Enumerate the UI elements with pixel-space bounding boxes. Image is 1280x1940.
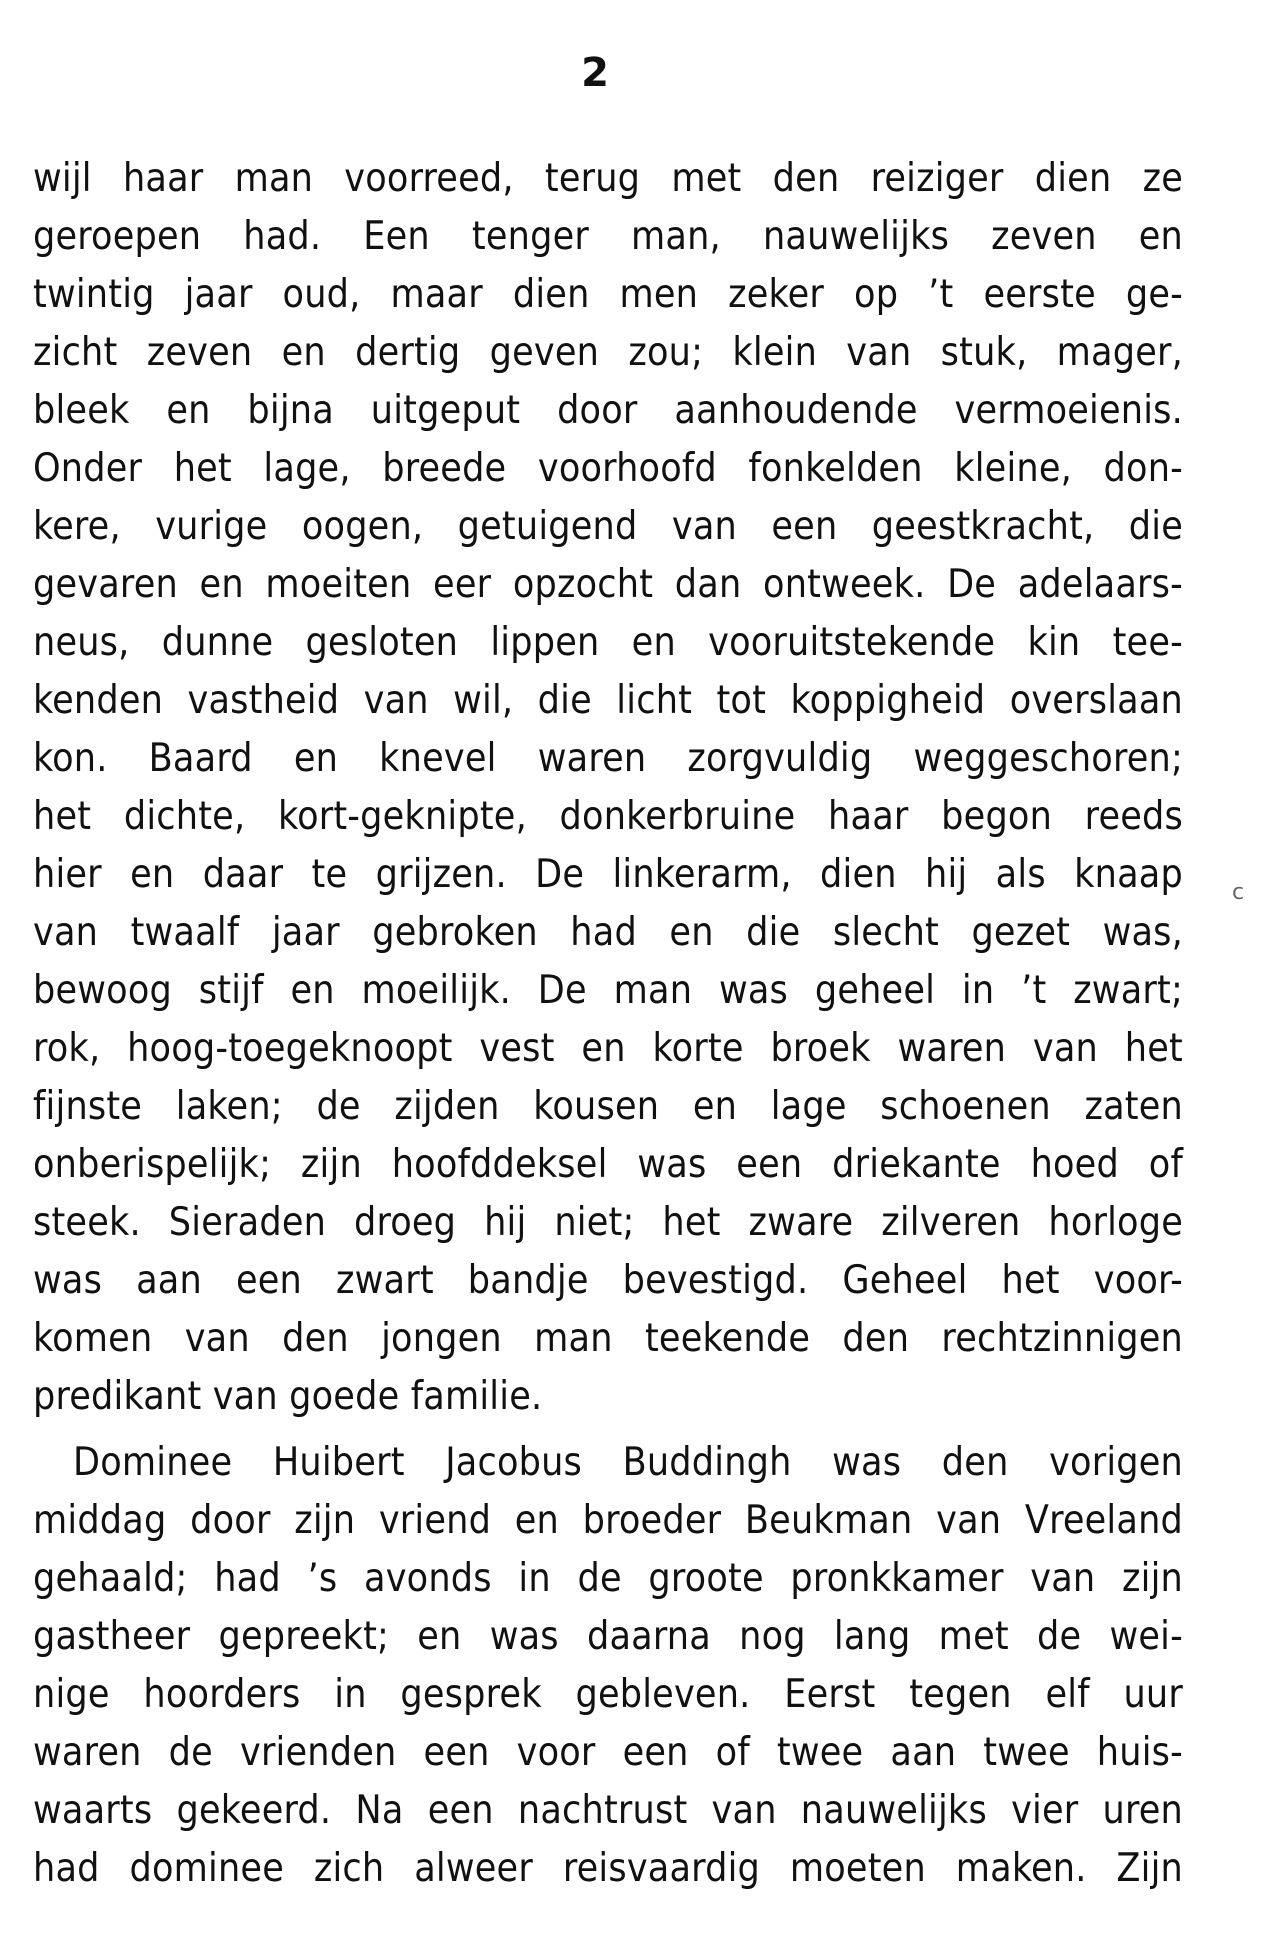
text-line: rok, hoog-toegeknoopt vest en korte broek waren van het bbox=[33, 1026, 1183, 1071]
text-line: twintig jaar oud, maar dien men zeker op ’t eerste ge- bbox=[33, 272, 1183, 317]
text-line: wijl haar man voorreed, terug met den reiziger dien ze bbox=[33, 156, 1183, 201]
text-line: steek. Sieraden droeg hij niet; het zware zilveren horloge bbox=[33, 1200, 1183, 1245]
text-line: predikant van goede familie. bbox=[33, 1374, 543, 1419]
text-line: middag door zijn vriend en broeder Beukman van Vreeland bbox=[33, 1498, 1183, 1543]
margin-mark: c bbox=[1232, 880, 1245, 905]
text-line: zicht zeven en dertig geven zou; klein van stuk, mager, bbox=[33, 330, 1183, 375]
text-line: gastheer gepreekt; en was daarna nog lang met de wei- bbox=[33, 1614, 1183, 1659]
text-line: gevaren en moeiten eer opzocht dan ontweek. De adelaars- bbox=[33, 562, 1183, 607]
paragraph-break bbox=[33, 1426, 1183, 1434]
text-line: komen van den jongen man teekende den rechtzinnigen bbox=[33, 1316, 1183, 1361]
text-line: van twaalf jaar gebroken had en die slecht gezet was, bbox=[33, 910, 1183, 955]
text-line: kon. Baard en knevel waren zorgvuldig weggeschoren; bbox=[33, 736, 1183, 781]
text-line: kenden vastheid van wil, die licht tot koppigheid overslaan bbox=[33, 678, 1183, 723]
page-number: 2 bbox=[581, 50, 609, 96]
text-line: was aan een zwart bandje bevestigd. Geheel het voor- bbox=[33, 1258, 1183, 1303]
text-line: Dominee Huibert Jacobus Buddingh was den vorigen bbox=[73, 1440, 1183, 1485]
text-line: bleek en bijna uitgeput door aanhoudende vermoeienis. bbox=[33, 388, 1183, 433]
text-line: het dichte, kort-geknipte, donkerbruine haar begon reeds bbox=[33, 794, 1183, 839]
paragraph-2 bbox=[33, 1434, 1183, 1898]
text-line: gehaald; had ’s avonds in de groote pronkkamer van zijn bbox=[33, 1556, 1183, 1601]
text-line: kere, vurige oogen, getuigend van een geestkracht, die bbox=[33, 504, 1183, 549]
paragraph-1 bbox=[33, 150, 1183, 1426]
text-line: neus, dunne gesloten lippen en vooruitstekende kin tee- bbox=[33, 620, 1183, 665]
text-line: bewoog stijf en moeilijk. De man was geheel in ’t zwart; bbox=[33, 968, 1183, 1013]
text-line: geroepen had. Een tenger man, nauwelijks zeven en bbox=[33, 214, 1183, 259]
text-line: had dominee zich alweer reisvaardig moeten maken. Zijn bbox=[33, 1846, 1183, 1891]
text-line: waren de vrienden een voor een of twee aan twee huis- bbox=[33, 1730, 1183, 1775]
text-line: Onder het lage, breede voorhoofd fonkelden kleine, don- bbox=[33, 446, 1183, 491]
text-line: onberispelijk; zijn hoofddeksel was een driekante hoed of bbox=[33, 1142, 1183, 1187]
text-line: nige hoorders in gesprek gebleven. Eerst tegen elf uur bbox=[33, 1672, 1183, 1717]
text-line: waarts gekeerd. Na een nachtrust van nauwelijks vier uren bbox=[33, 1788, 1183, 1833]
body-text bbox=[33, 150, 1183, 1898]
text-line: fijnste laken; de zijden kousen en lage schoenen zaten bbox=[33, 1084, 1183, 1129]
text-line: hier en daar te grijzen. De linkerarm, dien hij als knaap bbox=[33, 852, 1183, 897]
